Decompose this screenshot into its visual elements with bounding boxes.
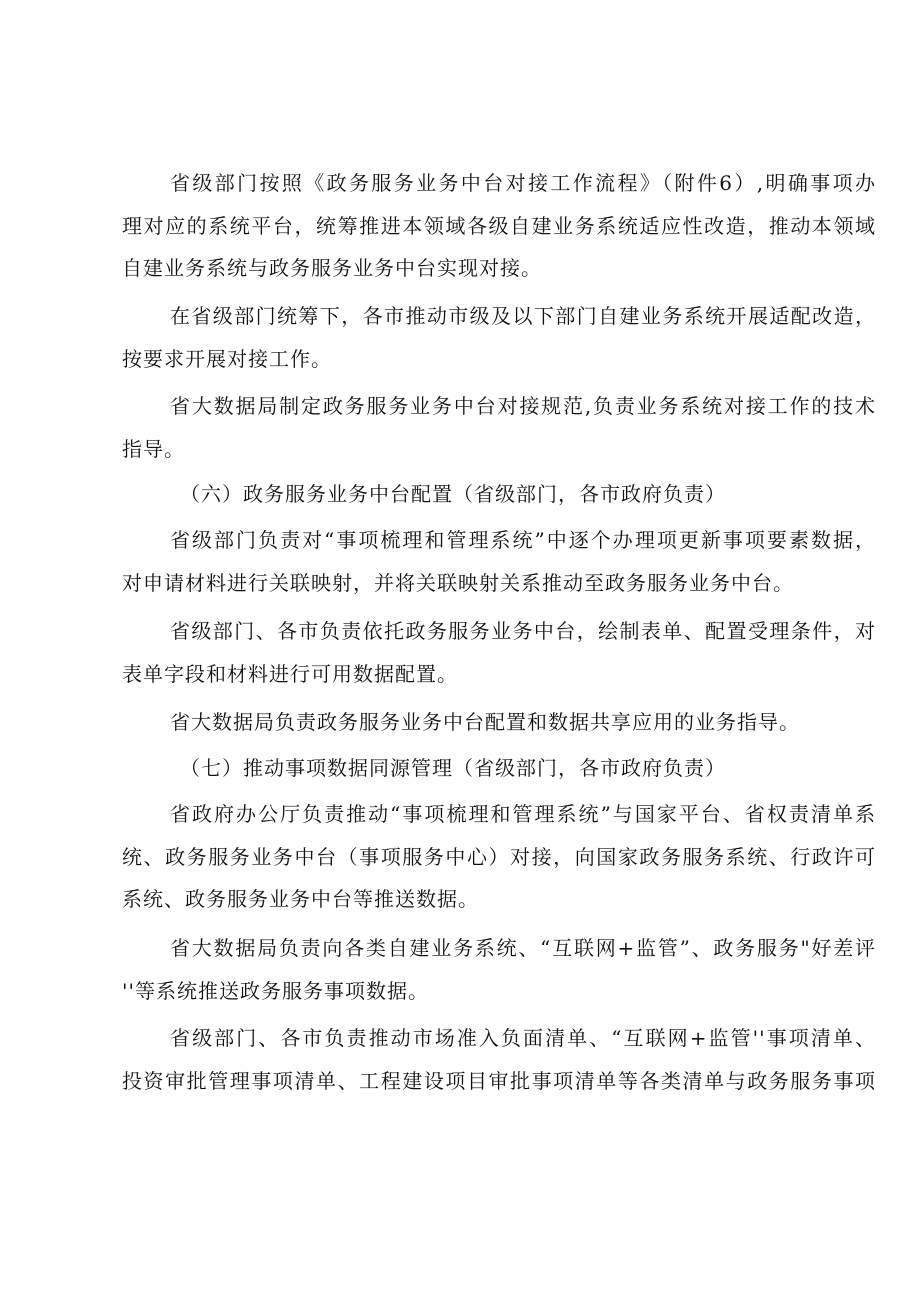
paragraph-docking-spec bbox=[122, 385, 876, 470]
paragraph-line: 省级部门、各市负责推动市场准入负面清单、“互联网+监管''事项清单、 bbox=[170, 1026, 876, 1050]
paragraph-form-config bbox=[122, 610, 876, 695]
paragraph-line: 省级部门负责对“事项梳理和管理系统”中逐个办理项更新事项要素数据， bbox=[170, 528, 876, 552]
paragraph-line: 表单字段和材料进行可用数据配置。 bbox=[122, 661, 458, 686]
paragraph-data-push bbox=[122, 927, 876, 1012]
section-heading-text: （七）推动事项数据同源管理（省级部门，各市政府负责） bbox=[180, 756, 726, 780]
paragraph-business-guidance bbox=[122, 701, 876, 744]
paragraph-system-docking bbox=[122, 162, 876, 290]
paragraph-line: 对申请材料进行关联映射，并将关联映射关系推动至政务服务业务中台。 bbox=[122, 570, 794, 595]
paragraph-line: ''等系统推送政务服务事项数据。 bbox=[122, 978, 429, 1003]
paragraph-line: 按要求开展对接工作。 bbox=[122, 346, 332, 371]
paragraph-line: 省级部门按照《政务服务业务中台对接工作流程》（附件6）,明确事项办 bbox=[170, 171, 876, 195]
paragraph-line: 指导。 bbox=[122, 436, 185, 461]
paragraph-national-platform bbox=[122, 793, 876, 921]
paragraph-line: 理对应的系统平台，统筹推进本领域各级自建业务系统适应性改造，推动本领域 bbox=[122, 213, 876, 238]
paragraph-line: 系统、政务服务业务中台等推送数据。 bbox=[122, 887, 479, 911]
paragraph-line: 省政府办公厅负责推动“事项梳理和管理系统”与国家平台、省权责清单系 bbox=[170, 802, 876, 826]
paragraph-list-linkage bbox=[122, 1017, 876, 1102]
section-heading-6 bbox=[122, 473, 876, 516]
paragraph-line: 省级部门、各市负责依托政务服务业务中台，绘制表单、配置受理条件，对 bbox=[170, 619, 876, 643]
paragraph-line: 投资审批管理事项清单、工程建设项目审批事项清单等各类清单与政务服务事项 bbox=[122, 1068, 876, 1093]
paragraph-item-mapping bbox=[122, 519, 876, 604]
paragraph-line: 在省级部门统筹下，各市推动市级及以下部门自建业务系统开展适配改造， bbox=[170, 304, 876, 328]
section-heading-7 bbox=[122, 747, 876, 790]
paragraph-line: 自建业务系统与政务服务业务中台实现对接。 bbox=[122, 256, 542, 280]
section-heading-text: （六）政务服务业务中台配置（省级部门，各市政府负责） bbox=[180, 482, 726, 506]
paragraph-line: 统、政务服务业务中台（事项服务中心）对接，向国家政务服务系统、行政许可 bbox=[122, 844, 876, 869]
paragraph-line: 省大数据局负责政务服务业务中台配置和数据共享应用的业务指导。 bbox=[170, 710, 800, 734]
paragraph-line: 省大数据局制定政务服务业务中台对接规范,负责业务系统对接工作的技术 bbox=[170, 394, 876, 418]
paragraph-city-adaptation bbox=[122, 295, 876, 380]
paragraph-line: 省大数据局负责向各类自建业务系统、“互联网+监管”、政务服务"好差评 bbox=[170, 936, 876, 960]
